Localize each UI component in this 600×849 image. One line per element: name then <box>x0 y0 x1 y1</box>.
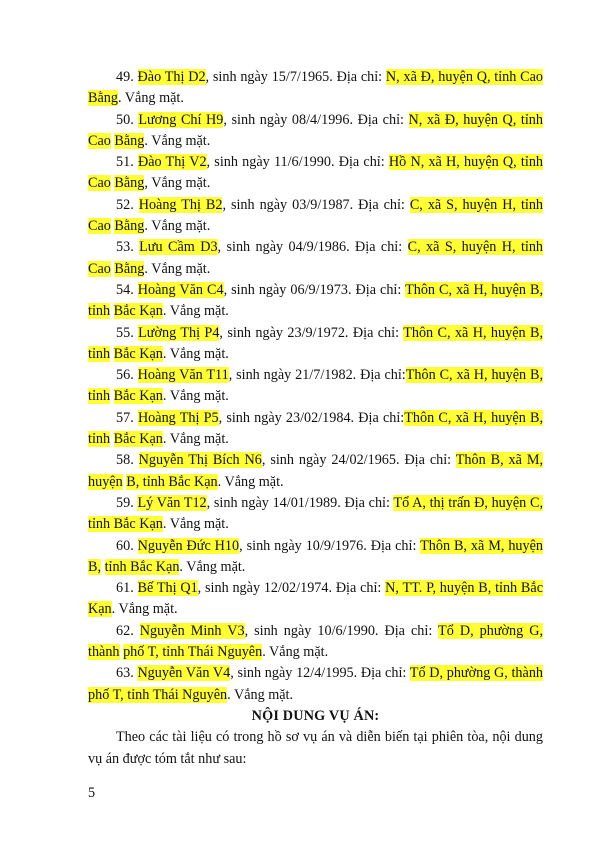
party-name: Nguyễn Minh V3 <box>139 622 245 639</box>
party-status: . Vắng mặt. <box>162 516 229 533</box>
party-entry <box>88 578 543 621</box>
party-address: Tổ D, phường G, thành <box>409 665 544 682</box>
party-birth-info: , sinh ngày 15/7/1965. Địa chỉ: <box>205 69 386 85</box>
party-address-cont: Kạn <box>88 601 112 618</box>
party-status: . Vắng mặt. <box>111 601 178 618</box>
party-name: Đào Thị V2 <box>137 154 207 171</box>
party-name: Đào Thị D2 <box>137 69 206 85</box>
party-address-cont: Bắc Kạn <box>113 431 163 448</box>
party-birth-info: , sinh ngày 12/02/1974. Địa chỉ: <box>197 580 386 597</box>
party-entry <box>88 663 543 706</box>
party-address: C, xã S, huyện H, tỉnh Cao <box>88 239 544 277</box>
party-birth-info: , sinh ngày 24/02/1965. Địa chỉ: <box>261 452 456 469</box>
party-address: Thôn B, xã M, huyện <box>88 452 543 490</box>
section-heading: NỘI DUNG VỤ ÁN: <box>251 707 380 724</box>
entry-number: 58. <box>116 452 134 469</box>
party-entry <box>88 195 543 238</box>
party-entry <box>88 280 543 323</box>
party-entry <box>88 450 543 493</box>
party-address: Thôn C, xã H, huyện B, tỉnh <box>88 324 544 362</box>
party-birth-info: , sinh ngày 14/01/1989. Địa chỉ: <box>206 494 394 511</box>
party-name: Bế Thị Q1 <box>137 580 198 597</box>
party-address: Tổ D, phường G, thành <box>88 622 544 661</box>
party-birth-info: , sinh ngày 23/02/1984. Địa chỉ: <box>218 409 405 426</box>
party-name: Hoàng Thị B2 <box>138 196 223 213</box>
party-status: . Vắng mặt. <box>217 473 284 490</box>
entry-number: 63. <box>116 665 134 682</box>
party-birth-info: , sinh ngày 08/4/1996. Địa chỉ: <box>223 111 409 128</box>
entry-number: 61. <box>116 580 134 597</box>
entry-number: 62. <box>116 622 134 639</box>
party-address-cont: Bắc Kạn <box>113 303 163 320</box>
party-status: , Vắng mặt. <box>144 175 211 192</box>
party-entry <box>88 67 543 110</box>
entry-number: 49. <box>116 69 134 85</box>
party-address-cont: phố T, tỉnh Thái Nguyên <box>123 644 263 661</box>
party-status: . Vắng mặt. <box>179 558 246 575</box>
party-address-cont: Bằng <box>114 175 145 192</box>
party-entry <box>88 408 543 451</box>
party-status: . Vắng mặt. <box>117 90 184 107</box>
entry-number: 60. <box>116 537 134 554</box>
party-status: . Vắng mặt. <box>162 388 229 405</box>
party-entry <box>88 237 543 280</box>
party-entry <box>88 621 543 664</box>
party-address: N, xã Đ, huyện Q, tỉnh Cao <box>88 111 543 149</box>
party-status: . Vắng mặt. <box>162 345 229 362</box>
party-status: . Vắng mặt. <box>227 686 294 703</box>
party-birth-info: , sinh ngày 23/9/1972. Địa chỉ: <box>219 324 404 341</box>
party-name: Lưu Cầm D3 <box>139 239 218 256</box>
entry-number: 57. <box>116 409 134 426</box>
party-name: Nguyễn Đức H10 <box>137 537 240 554</box>
party-entry <box>88 365 543 408</box>
party-name: Nguyễn Văn V4 <box>137 665 231 682</box>
party-address-cont: Bằng <box>114 218 145 235</box>
party-address: Thôn B, xã M, huyện B, <box>88 537 544 575</box>
party-list <box>88 67 543 706</box>
party-address: C, xã S, huyện H, tỉnh Cao <box>88 196 544 235</box>
party-name: Lương Chí H9 <box>138 111 224 128</box>
page-number: 5 <box>88 785 96 801</box>
entry-number: 50. <box>116 111 134 128</box>
intro-paragraph: Theo các tài liệu có trong hồ sơ vụ án và diễn biến tại phiên tòa, nội dung vụ án được tóm tắt như sau: <box>88 729 543 767</box>
party-name: Lường Thị P4 <box>138 324 220 341</box>
entry-number: 52. <box>116 196 134 213</box>
party-status: . Vắng mặt. <box>144 218 211 235</box>
party-name: Lý Văn T12 <box>137 494 207 511</box>
entry-number: 54. <box>116 281 134 298</box>
party-entry <box>88 110 543 153</box>
party-address: Thôn C, xã H, huyện B, tỉnh <box>88 367 544 405</box>
party-address-cont: tỉnh Bắc Kạn <box>88 516 163 533</box>
party-address: Tổ A, thị trấn Đ, huyện C, <box>393 494 543 511</box>
party-address: Thôn C, xã H, huyện B, tỉnh <box>88 281 544 320</box>
party-address: N, xã Đ, huyện Q, tỉnh Cao <box>385 69 544 85</box>
party-name: Hoàng Văn T11 <box>137 367 229 384</box>
party-birth-info: , sinh ngày 12/4/1995. Địa chỉ: <box>230 665 410 682</box>
entry-number: 59. <box>116 494 134 511</box>
party-status: . Vắng mặt. <box>162 431 229 448</box>
party-status: . Vắng mặt. <box>144 260 211 277</box>
party-address-cont: Bằng <box>114 260 145 277</box>
party-birth-info: , sinh ngày 04/9/1986. Địa chỉ: <box>217 239 408 256</box>
party-entry <box>88 493 543 536</box>
party-status: . Vắng mặt. <box>262 644 329 661</box>
party-address: N, TT. P, huyện B, tỉnh Bắc <box>385 580 543 597</box>
party-address-cont: tỉnh Bắc Kạn <box>104 558 180 575</box>
party-status: . Vắng mặt. <box>144 132 211 149</box>
entry-number: 53. <box>116 239 134 256</box>
party-name: Hoàng Thị P5 <box>137 409 219 426</box>
party-birth-info: , sinh ngày 10/6/1990. Địa chỉ: <box>244 622 439 639</box>
party-status: . Vắng mặt. <box>162 303 229 320</box>
entry-number: 56. <box>116 367 134 384</box>
party-address-cont: B, tỉnh Bắc Kạn <box>126 473 218 490</box>
document-body <box>88 67 543 770</box>
party-address-cont: Bắc Kạn <box>113 345 163 362</box>
party-address-cont: Bằng <box>88 90 118 107</box>
party-address-cont: Bắc Kạn <box>113 388 163 405</box>
entry-number: 51. <box>116 154 134 171</box>
party-address-cont: Bằng <box>114 132 145 149</box>
party-birth-info: , sinh ngày 03/9/1987. Địa chỉ: <box>222 196 410 213</box>
party-address-cont: phố T, tỉnh Thái Nguyên <box>88 686 228 703</box>
party-birth-info: , sinh ngày 06/9/1973. Địa chỉ: <box>223 281 406 298</box>
party-entry <box>88 152 543 195</box>
party-address: Hồ N, xã H, huyện Q, tỉnh Cao <box>88 154 544 192</box>
party-birth-info: , sinh ngày 10/9/1976. Địa chỉ: <box>239 537 421 554</box>
party-address: Thôn C, xã H, huyện B, tỉnh <box>88 409 544 448</box>
party-entry <box>88 536 543 579</box>
party-entry <box>88 323 543 366</box>
party-name: Nguyễn Thị Bích N6 <box>138 452 262 469</box>
party-birth-info: , sinh ngày 21/7/1982. Địa chỉ: <box>228 367 406 384</box>
party-birth-info: , sinh ngày 11/6/1990. Địa chỉ: <box>206 154 389 171</box>
party-name: Hoàng Văn C4 <box>137 281 224 298</box>
entry-number: 55. <box>116 324 134 341</box>
